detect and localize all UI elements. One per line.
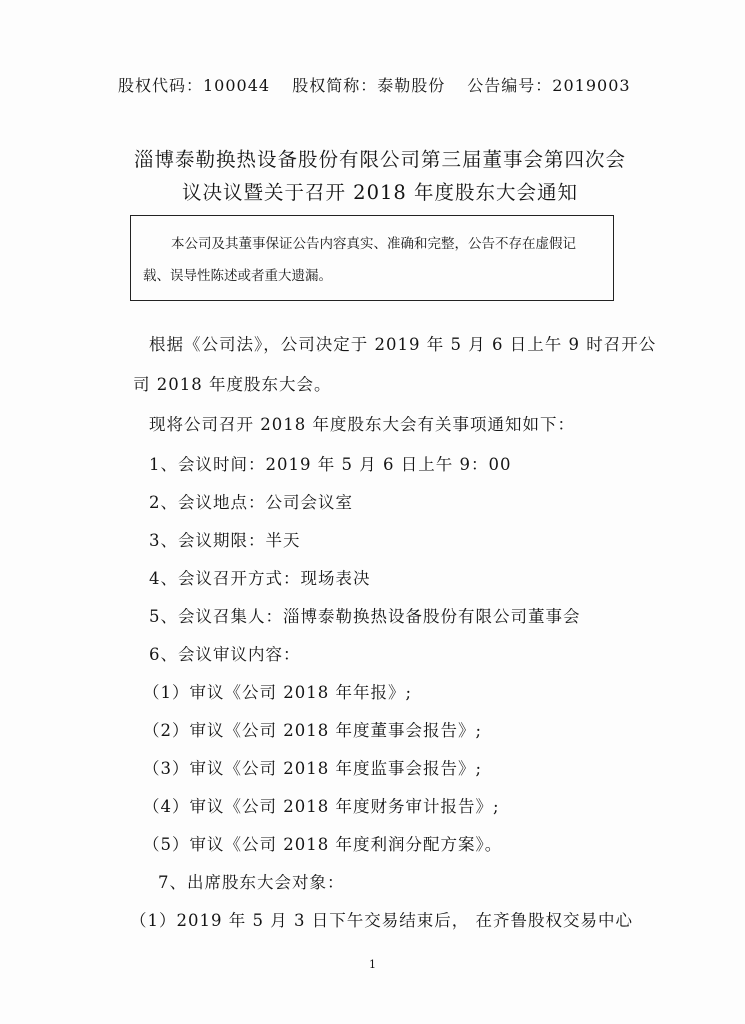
page-number: 1 <box>369 958 376 971</box>
list-item: 1、会议时间：2019 年 5 月 6 日上午 9：00 <box>149 455 512 474</box>
sub-list-item: （2）审议《公司 2018 年度董事会报告》; <box>143 721 483 740</box>
sub-list-item: （1）2019 年 5 月 3 日下午交易结束后， 在齐鲁股权交易中心 <box>130 911 633 930</box>
disclaimer-box <box>130 215 614 301</box>
paragraph-1-line-1: 根据《公司法》，公司决定于 2019 年 5 月 6 日上午 9 时召开公 <box>149 335 657 354</box>
list-item: 4、会议召开方式：现场表决 <box>149 569 371 588</box>
announcement-number: 公告编号：2019003 <box>467 76 631 95</box>
stock-code: 股权代码：100044 <box>118 76 271 95</box>
sub-list-item: （1）审议《公司 2018 年年报》; <box>143 683 413 702</box>
paragraph-1-line-2: 司 2018 年度股东大会。 <box>133 375 332 394</box>
disclaimer-line-2: 载、误导性陈述或者重大遗漏。 <box>143 268 332 284</box>
disclaimer-line-1: 本公司及其董事保证公告内容真实、准确和完整，公告不存在虚假记 <box>171 236 576 252</box>
sub-list-item: （4）审议《公司 2018 年度财务审计报告》; <box>143 797 500 816</box>
list-item: 5、会议召集人：淄博泰勒换热设备股份有限公司董事会 <box>149 607 581 626</box>
paragraph-2: 现将公司召开 2018 年度股东大会有关事项通知如下： <box>149 415 575 434</box>
list-item: 6、会议审议内容： <box>149 645 301 664</box>
sub-list-item: （5）审议《公司 2018 年度利润分配方案》。 <box>143 835 503 854</box>
list-item: 2、会议地点：公司会议室 <box>149 493 353 512</box>
list-item: 7、出席股东大会对象： <box>158 873 345 892</box>
sub-list-item: （3）审议《公司 2018 年度监事会报告》; <box>143 759 483 778</box>
announcement-header <box>118 73 638 96</box>
document-title-line-2: 议决议暨关于召开 2018 年度股东大会通知 <box>181 181 579 204</box>
document-title-line-1: 淄博泰勒换热设备股份有限公司第三届董事会第四次会 <box>133 148 626 171</box>
stock-short-name: 股权简称：泰勒股份 <box>292 76 446 95</box>
list-item: 3、会议期限：半天 <box>149 531 301 550</box>
